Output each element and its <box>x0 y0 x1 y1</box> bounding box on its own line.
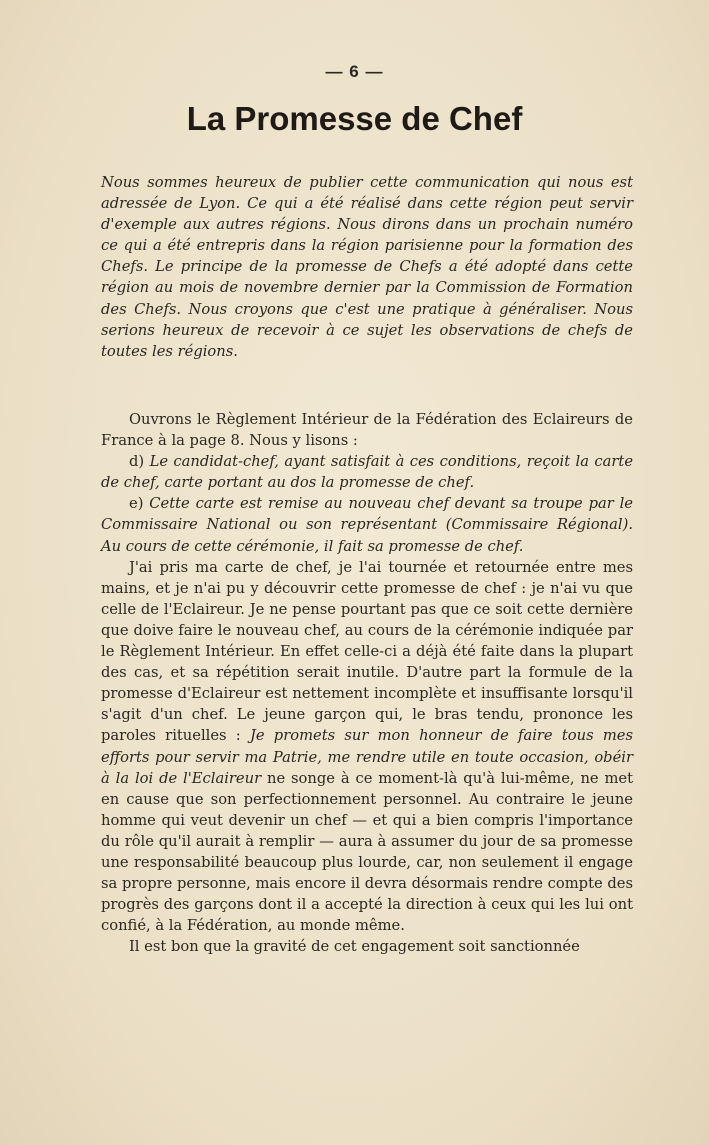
paragraph-2-start: J'ai pris ma carte de chef, je l'ai tournée et retournée entre mes mains, et je n'ai pu y découvrir cette promesse de chef : je n'ai vu que celle de l'Eclaireur. Je ne pense pourtant pas que ce soit cette dernière que doive faire le nouveau chef, au cours de la cérémonie indiquée par le Règlement Intérieur. En effet celle-ci a déjà été faite dans la plupart des cas, et sa répétition serait inutile. D'autre part la formule de la promesse d'Eclaireur est nettement incomplète et insuffisante lorsqu'il s'agit d'un chef. Le jeune garçon qui, le bras tendu, prononce les paroles rituelles : <box>101 558 633 745</box>
page-number: — 6 — <box>325 62 384 81</box>
quote-e-text: Cette carte est remise au nouveau chef devant sa troupe par le Commissaire National ou son représentant (Commissaire Régional). Au cours de cette cérémonie, il fait sa promesse de chef. <box>101 495 633 555</box>
intro-paragraph: Nous sommes heureux de publier cette communication qui nous est adressée de Lyon. Ce qui a été réalisé dans cette région peut servir d'exemple aux autres régions. Nous dirons dans un prochain numéro ce qui a été entrepris dans la région parisienne pour la formation des Chefs. Le principe de la promesse de Chefs a été adopté dans cette région au mois de novembre dernier par la Commission de Formation des Chefs. Nous croyons que c'est une pratique à généraliser. Nous serions heureux de recevoir à ce sujet les observations de chefs de toutes les régions. <box>101 174 633 360</box>
quote-d <box>101 451 633 493</box>
quote-d-text: Le candidat-chef, ayant satisfait à ces conditions, reçoit la carte de chef, carte portant au dos la promesse de chef. <box>101 453 634 492</box>
paragraph-1: Ouvrons le Règlement Intérieur de la Fédération des Eclaireurs de France à la page 8. Nous y lisons : <box>101 411 633 450</box>
paragraph-3: Il est bon que la gravité de cet engagement soit sanctionnée <box>129 938 580 956</box>
quote-d-label: d) <box>129 453 145 471</box>
page-title: La Promesse de Chef <box>186 100 523 137</box>
paragraph-2-end: ne songe à ce moment-là qu'à lui-même, ne met en cause que son perfectionnement personnel. Au contraire le jeune homme qui veut devenir un chef — et qui a bien compris l'importance du rôle qu'il aurait à remplir — aura à assumer du jour de sa promesse une responsabilité beaucoup plus lourde, car, non seulement il engage sa propre personne, mais encore il devra désormais rendre compte des progrès des garçons dont il a accepté la direction à ceux qui les lui ont confié, à la Fédération, au monde même. <box>101 769 633 935</box>
article-body <box>101 409 633 957</box>
scout-promise-quote: Je promets sur mon honneur de faire tous mes efforts pour servir ma Patrie, me rendre utile en toute occasion, obéir à la loi de l'Eclaireur <box>101 727 633 787</box>
paragraph-2 <box>101 557 633 937</box>
quote-e-label: e) <box>129 495 144 513</box>
quote-e <box>101 493 633 556</box>
